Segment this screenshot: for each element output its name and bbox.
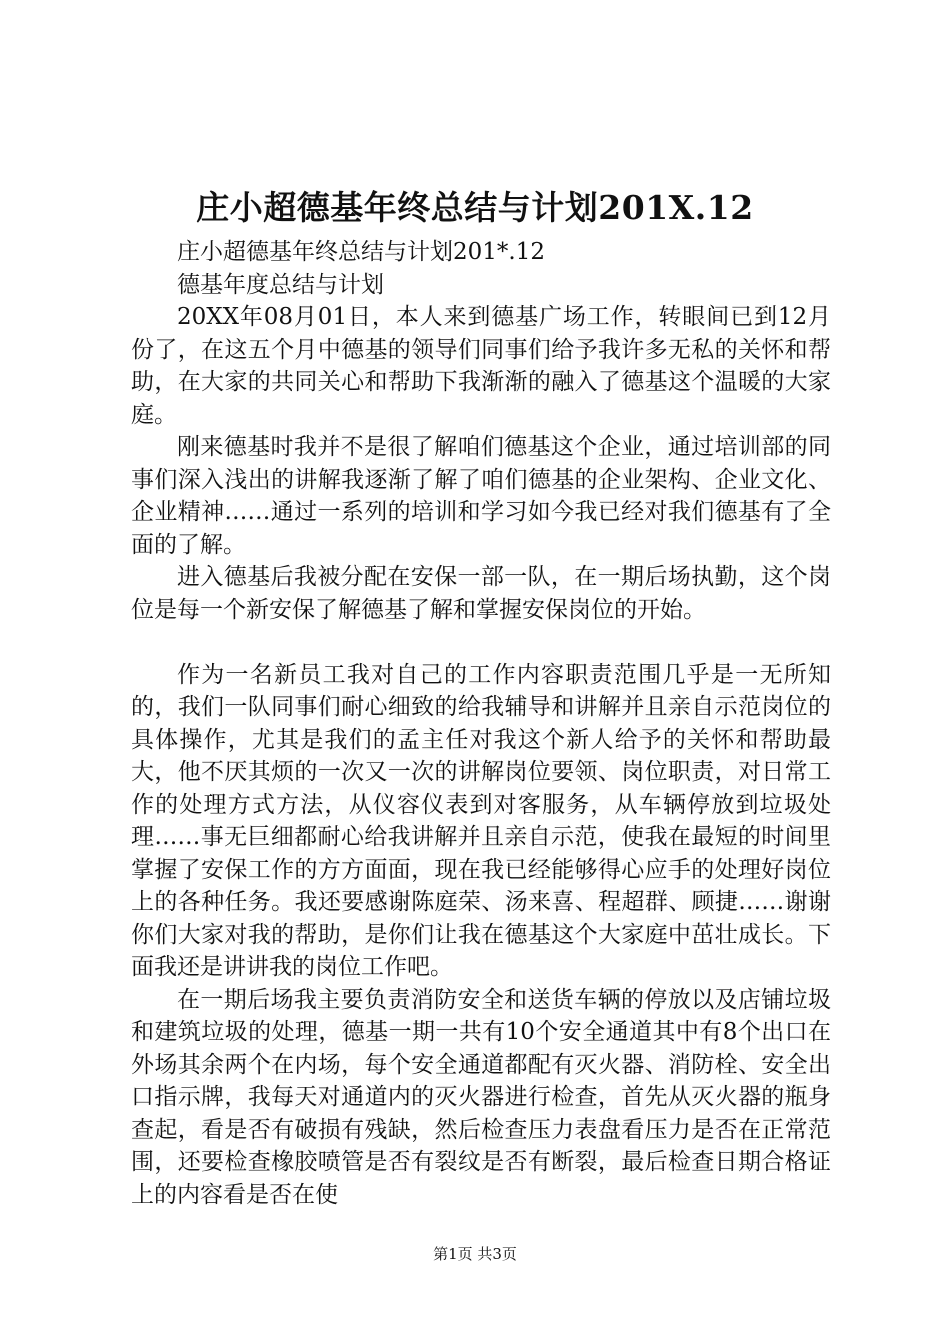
subtitle-paragraph: 庄小超德基年终总结与计划201*.12 [177,239,545,265]
body-paragraph: 在一期后场我主要负责消防安全和送货车辆的停放以及店铺垃圾和建筑垃圾的处理，德基一期一共有10个安全通道其中有8个出口在外场其余两个在内场，每个安全通道都配有灭火器、消防栓、安全出口指示牌，我每天对通道内的灭火器进行检查，首先从灭火器的瓶身查起，看是否有破损有残缺，然后检查压力表盘看压力是否在正常范围，还要检查橡胶喷管是否有裂纹是否有断裂，最后检查日期合格证上的内容看是否在使 [131,986,831,1208]
page-footer: 第1页 共3页 [433,1245,517,1263]
document-body [131,236,831,1211]
section-heading: 德基年度总结与计划 [177,271,384,298]
document-title: 庄小超德基年终总结与计划201X.12 [196,188,754,227]
body-paragraph: 作为一名新员工我对自己的工作内容职责范围几乎是一无所知的，我们一队同事们耐心细致的给我辅导和讲解并且亲自示范岗位的具体操作，尤其是我们的孟主任对我这个新人给予的关怀和帮助最大，他不厌其烦的一次又一次的讲解岗位要领、岗位职责，对日常工作的处理方式方法，从仪容仪表到对客服务，从车辆停放到垃圾处理……事无巨细都耐心给我讲解并且亲自示范，使我在最短的时间里掌握了安保工作的方方面面，现在我已经能够得心应手的处理好岗位上的各种任务。我还要感谢陈庭荣、汤来喜、程超群、顾捷……谢谢你们大家对我的帮助，是你们让我在德基这个大家庭中茁壮成长。下面我还是讲讲我的岗位工作吧。 [131,661,831,980]
body-paragraph: 刚来德基时我并不是很了解咱们德基这个企业，通过培训部的同事们深入浅出的讲解我逐渐了解了咱们德基的企业架构、企业文化、企业精神……通过一系列的培训和学习如今我已经对我们德基有了全面的了解。 [131,434,831,558]
body-paragraph: 20XX年08月01日，本人来到德基广场工作，转眼间已到12月份了，在这五个月中德基的领导们同事们给予我许多无私的关怀和帮助，在大家的共同关心和帮助下我渐渐的融入了德基这个温暖的大家庭。 [131,304,831,428]
body-paragraph: 进入德基后我被分配在安保一部一队，在一期后场执勤，这个岗位是每一个新安保了解德基了解和掌握安保岗位的开始。 [131,564,831,623]
